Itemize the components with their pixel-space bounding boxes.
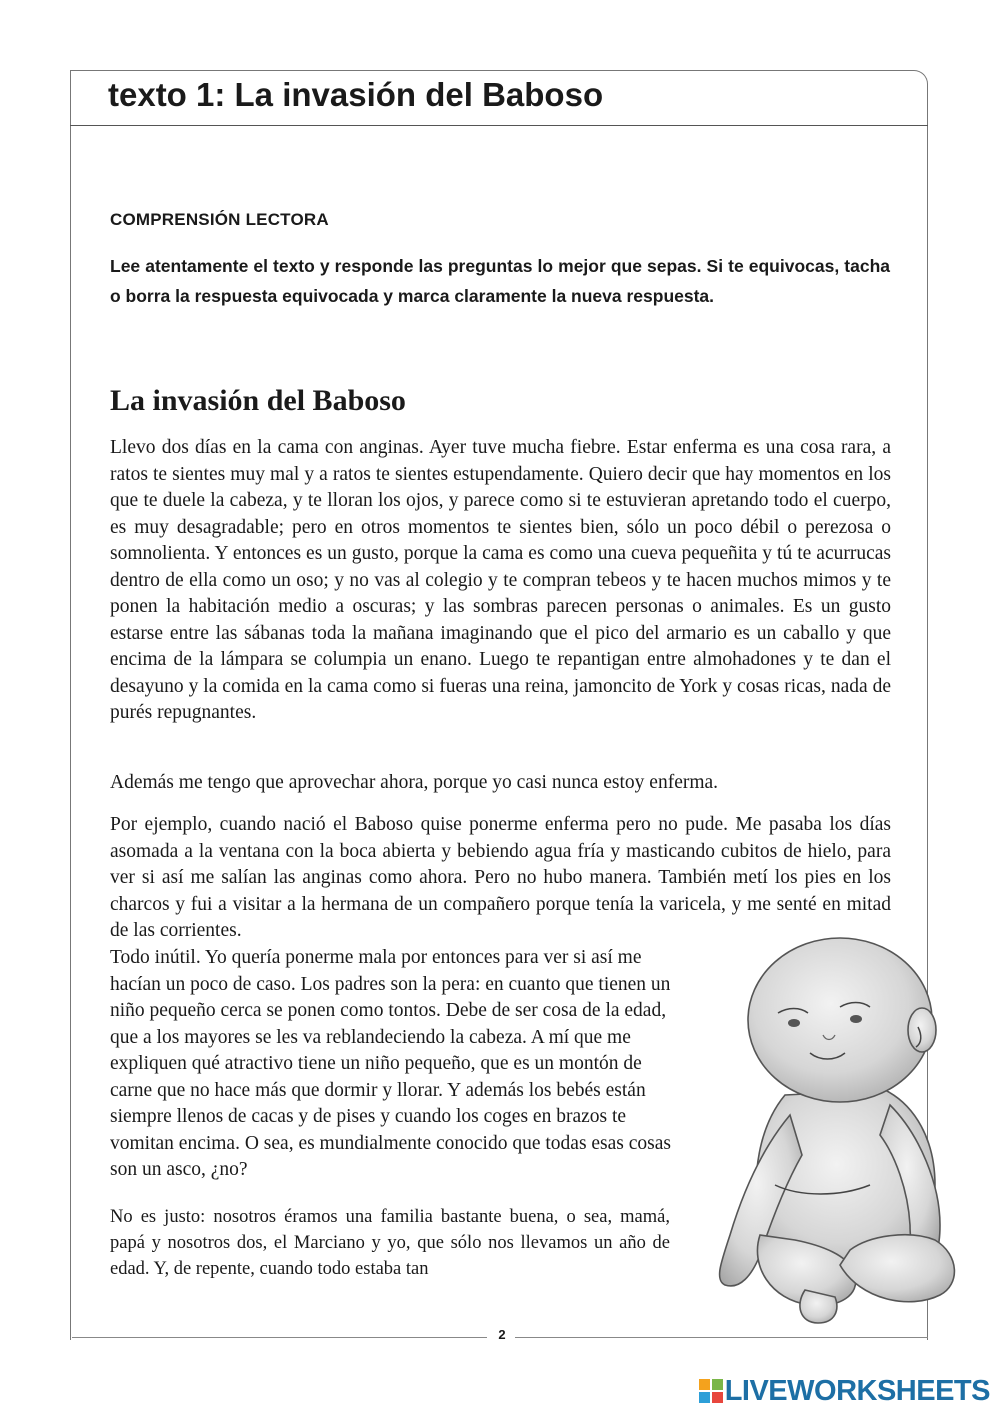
- story-paragraph-4: [110, 945, 770, 1184]
- liveworksheets-logo-icon: [699, 1379, 723, 1403]
- story-paragraph-5: No es justo: nosotros éramos una familia bastante buena, o sea, mamá, papá y nosotros dos, el Marciano y yo, que sólo nos llevamos un año de edad. Y, de repente, cuando todo estaba tan: [110, 1207, 670, 1279]
- footer-divider-right: [515, 1337, 928, 1338]
- page-title: texto 1: La invasión del Baboso: [108, 76, 604, 113]
- baby-illustration: [690, 935, 975, 1325]
- title-divider: [70, 125, 928, 126]
- story-title: La invasión del Baboso: [110, 384, 406, 417]
- story-line: vomitan encima. O sea, es mundialmente conocido que todas esas cosas: [110, 1132, 672, 1154]
- story-line: siempre llenos de cacas y de pises y cuando los coges en brazos te: [110, 1106, 627, 1127]
- story-line: expliquen qué atractivo tiene un niño pequeño, que es un montón de: [110, 1053, 642, 1074]
- story-line: niño pequeño cerca se ponen como tontos. Debe de ser cosa de la edad,: [110, 1000, 667, 1021]
- instructions: Lee atentamente el texto y responde las preguntas lo mejor que sepas. Si te equivocas, tacha o borra la respuesta equivocada y marca claramente la nueva respuesta.: [110, 256, 890, 306]
- story-line: carne que no hace más que dormir y llorar. Y además los bebés están: [110, 1079, 646, 1101]
- story-line: Todo inútil. Yo quería ponerme mala por entonces para ver si así me: [110, 947, 642, 968]
- section-heading: COMPRENSIÓN LECTORA: [110, 210, 329, 229]
- story-paragraph-3: Por ejemplo, cuando nació el Baboso quise ponerme enferma pero no pude. Me pasaba los días asomada a la ventana con la boca abierta y bebiendo agua fría y masticando cubitos de hielo, para ver si así me salían las anginas como ahora. Pero no hubo manera. También metí los pies en los charcos y fui a visitar a la hermana de un compañero porque tenía la varicela, y me senté en mitad de las corrientes.: [110, 814, 891, 941]
- story-paragraph-2: Además me tengo que aprovechar ahora, porque yo casi nunca estoy enferma.: [110, 772, 719, 793]
- page-number: 2: [498, 1327, 506, 1342]
- story-line: que a los mayores se les va reblandeciendo la cabeza. A mí que me: [110, 1026, 631, 1048]
- footer-divider-left: [72, 1337, 487, 1338]
- story-paragraph-1: Llevo dos días en la cama con anginas. Ayer tuve mucha fiebre. Estar enferma es una cosa rara, a ratos te sientes muy mal y a ratos te sientes estupendamente. Quiero decir que hay momentos en los que te duele la cabeza, y te lloran los ojos, y parece como si te estuvieran apretando todo el cuerpo, es muy desagradable; pero en otros momentos te sientes bien, sólo un poco débil o perezosa o somnolienta. Y entonces es un gusto, porque la cama es como una cueva pequeñita y tú te acurrucas dentro de ella como un oso; y no vas al colegio y te compran tebeos y te hacen muchos mimos y te ponen la habitación medio a oscuras; y las sombras parecen personas o animales. Es un gusto estarse entre las sábanas toda la mañana imaginando que el pico del armario es un caballo y que encima de la lámpara se columpia un enano. Luego te repantigan entre almohadones y te dan el desayuno y la comida en la cama como si fueras una reina, jamoncito de York y cosas ricas, nada de purés repugnantes.: [110, 437, 891, 723]
- brand-name: LIVEWORKSHEETS: [724, 1375, 990, 1407]
- story-line: son un asco, ¿no?: [110, 1159, 248, 1180]
- story-line: hacían un poco de caso. Los padres son la pera: en cuanto que tienen un: [110, 973, 671, 995]
- liveworksheets-brand: [699, 1376, 990, 1406]
